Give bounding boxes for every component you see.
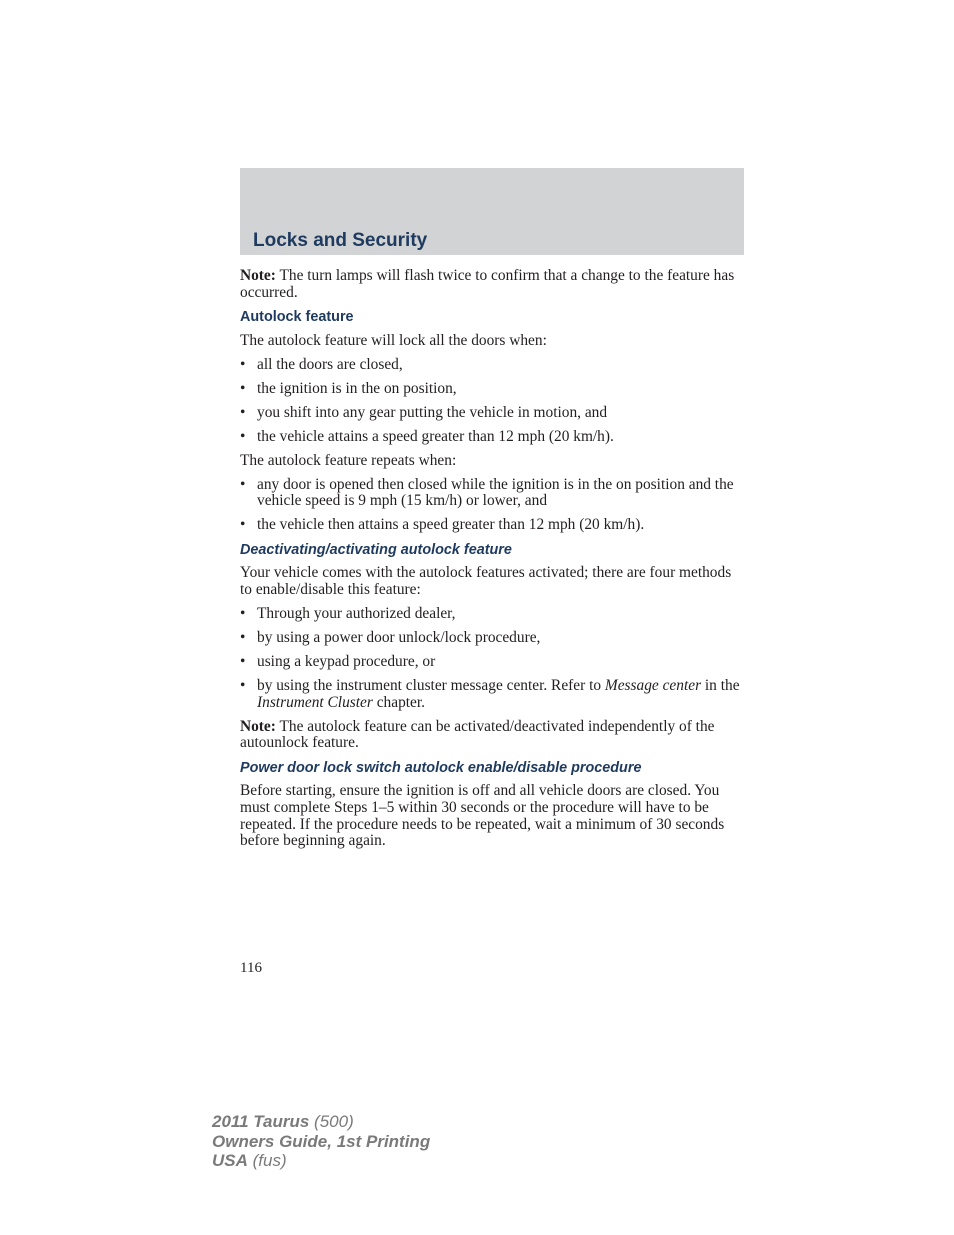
footer-line-model: 2011 Taurus (500) (212, 1112, 354, 1131)
list-item: • all the doors are closed, (240, 355, 403, 373)
list-item: • the vehicle attains a speed greater than 12 mph (20 km/h). (240, 427, 614, 445)
page-number: 116 (240, 960, 262, 976)
note-label: Note: (240, 717, 276, 735)
list-item: • the ignition is in the on position, (240, 379, 457, 397)
section-header-band (240, 168, 744, 255)
autolock-conditions-list (240, 357, 746, 446)
autolock-heading: Autolock feature (240, 309, 354, 326)
autolock-intro: The autolock feature will lock all the doors when: (240, 331, 547, 349)
autolock-repeat-list (240, 477, 746, 534)
list-item: • the vehicle then attains a speed greater than 12 mph (20 km/h). (240, 516, 645, 534)
bullet: • (240, 653, 246, 670)
bullet: • (240, 516, 246, 534)
autolock-repeat-intro: The autolock feature repeats when: (240, 451, 457, 469)
procedure-heading: Power door lock switch autolock enable/disable procedure (240, 759, 642, 776)
cross-reference-message-center: Message center (604, 676, 702, 694)
note-paragraph-turn-lamps (240, 268, 746, 301)
bullet: • (240, 629, 246, 647)
bullet: • (240, 355, 246, 373)
bullet: • (240, 403, 246, 421)
footer-line-guide: Owners Guide, 1st Printing (212, 1131, 431, 1151)
deactivating-heading: Deactivating/activating autolock feature (240, 541, 512, 558)
deactivating-intro: Your vehicle comes with the autolock features activated; there are four methods to enable/disable this feature: (240, 564, 732, 599)
bullet: • (240, 475, 246, 493)
note-label: Note: (240, 267, 276, 284)
note-text: The autolock feature can be activated/deactivated independently of the autounlock feature. (240, 717, 715, 752)
note-paragraph-autounlock (240, 719, 746, 752)
deactivating-methods-list (240, 606, 746, 711)
procedure-text: Before starting, ensure the ignition is off and all vehicle doors are closed. You must complete Steps 1–5 within 30 seconds or the procedure will have to be repeated. If the procedure needs to be repeated, wait a minimum of 30 seconds before beginning again. (240, 782, 725, 850)
bullet: • (240, 427, 246, 445)
bullet: • (240, 605, 246, 623)
note-text: The turn lamps will flash twice to confirm that a change to the feature has occurred. (240, 267, 735, 301)
bullet: • (240, 379, 246, 397)
page-content (240, 268, 746, 857)
section-title: Locks and Security (253, 230, 428, 251)
bullet: • (240, 676, 246, 694)
footer-imprint (212, 1112, 430, 1171)
list-item: • any door is opened then closed while the ignition is in the on position and the vehicle speed is 9 mph (15 km/h) or lower, and (240, 475, 734, 510)
list-item: • you shift into any gear putting the vehicle in motion, and (240, 403, 608, 421)
list-item: • using a keypad procedure, or (240, 653, 436, 670)
footer-line-market: USA (fus) (212, 1151, 287, 1170)
list-item: • by using the instrument cluster message center. Refer to Message center in the Instrument Cluster chapter. (240, 676, 740, 711)
list-item: • by using a power door unlock/lock procedure, (240, 629, 541, 647)
list-item: • Through your authorized dealer, (240, 605, 456, 623)
cross-reference-instrument-cluster: Instrument Cluster (257, 693, 373, 711)
